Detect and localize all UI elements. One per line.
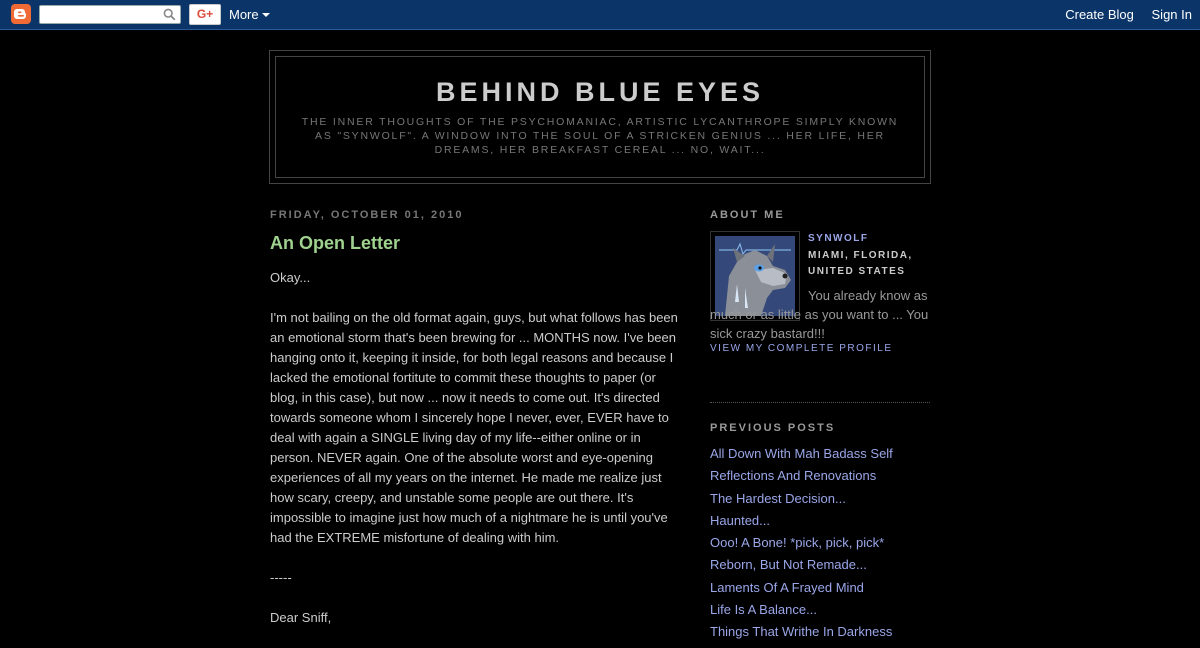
- blog-header: [269, 50, 931, 184]
- post-title[interactable]: An Open Letter: [270, 233, 401, 253]
- post-date: FRIDAY, OCTOBER 01, 2010: [270, 209, 464, 221]
- blogger-navbar: [0, 0, 1200, 30]
- create-blog-link[interactable]: Create Blog: [1065, 7, 1134, 22]
- about-me-heading: ABOUT ME: [710, 209, 785, 221]
- previous-posts-heading: PREVIOUS POSTS: [710, 422, 836, 434]
- previous-post-link[interactable]: The Hardest Decision...: [710, 490, 846, 506]
- blog-header-inner: [275, 56, 925, 178]
- post-paragraph: Dear Sniff,: [270, 610, 332, 625]
- google-plus-button[interactable]: G+: [189, 4, 221, 25]
- post-paragraph: I'm not bailing on the old format again, guys, but what follows has been an emotional storm that's been brewing for ... MONTHS now. I've been hanging onto it, keeping it inside, for both legal reasons and because I lacked the emotional fortitute to commit these thoughts to paper (or blog, in this case), but now ... now it needs to come out. It's directed towards someone whom I sincerely hope I never, ever, EVER have to deal with again a SINGLE living day of my life--either online or in person. NEVER again. One of the absolute worst and eye-opening experiences of all my years on the internet. He made me realize just how scary, creepy, and unstable some people are out there. It's impossible to imagine just how much of a nightmare he is until you've had the EXTREME misfortune of dealing with him.: [270, 310, 678, 545]
- search-icon[interactable]: [163, 8, 176, 21]
- navbar-right: [1051, 7, 1192, 22]
- profile-name-link[interactable]: SYNWOLF: [808, 233, 869, 244]
- search-input[interactable]: [42, 7, 157, 21]
- post-paragraph: Okay...: [270, 270, 311, 285]
- post-paragraph: -----: [270, 570, 292, 585]
- profile-location: MIAMI, FLORIDA, UNITED STATES: [808, 250, 913, 277]
- previous-post-link[interactable]: Laments Of A Frayed Mind: [710, 579, 864, 595]
- sidebar: [710, 205, 930, 640]
- profile-block: [710, 231, 930, 361]
- blog-title[interactable]: BEHIND BLUE EYES: [435, 77, 765, 107]
- profile-bio: You already know as much or as little as you want to ... You sick crazy bastard!!!: [710, 288, 929, 341]
- more-menu-button[interactable]: [229, 7, 270, 22]
- main-column: [270, 205, 682, 648]
- post-body: [270, 268, 682, 628]
- previous-post-link[interactable]: Life Is A Balance...: [710, 602, 817, 618]
- sign-in-link[interactable]: Sign In: [1151, 7, 1192, 22]
- previous-post-link[interactable]: Haunted...: [710, 512, 770, 528]
- more-label: More: [229, 7, 259, 22]
- sidebar-divider: [710, 402, 930, 403]
- blog-description: THE INNER THOUGHTS OF THE PSYCHOMANIAC, ARTISTIC LYCANTHROPE SIMPLY KNOWN AS "SYNWOLF". A WINDOW INTO THE SOUL OF A STRICKEN GENIUS ... HER LIFE, HER DREAMS, HER BREAKFAST CEREAL ... NO, WAIT...: [301, 116, 899, 156]
- previous-post-link[interactable]: Things That Writhe In Darkness: [710, 624, 893, 640]
- previous-post-link[interactable]: Ooo! A Bone! *pick, pick, pick*: [710, 535, 885, 551]
- blogger-logo-icon[interactable]: [11, 4, 31, 24]
- view-profile-link[interactable]: VIEW MY COMPLETE PROFILE: [710, 343, 893, 354]
- previous-post-link[interactable]: Reborn, But Not Remade...: [710, 557, 867, 573]
- chevron-down-icon: [262, 13, 270, 17]
- previous-posts-list: [710, 443, 893, 644]
- search-box[interactable]: [39, 5, 181, 24]
- previous-post-link[interactable]: Reflections And Renovations: [710, 468, 877, 484]
- previous-post-link[interactable]: All Down With Mah Badass Self: [710, 446, 893, 461]
